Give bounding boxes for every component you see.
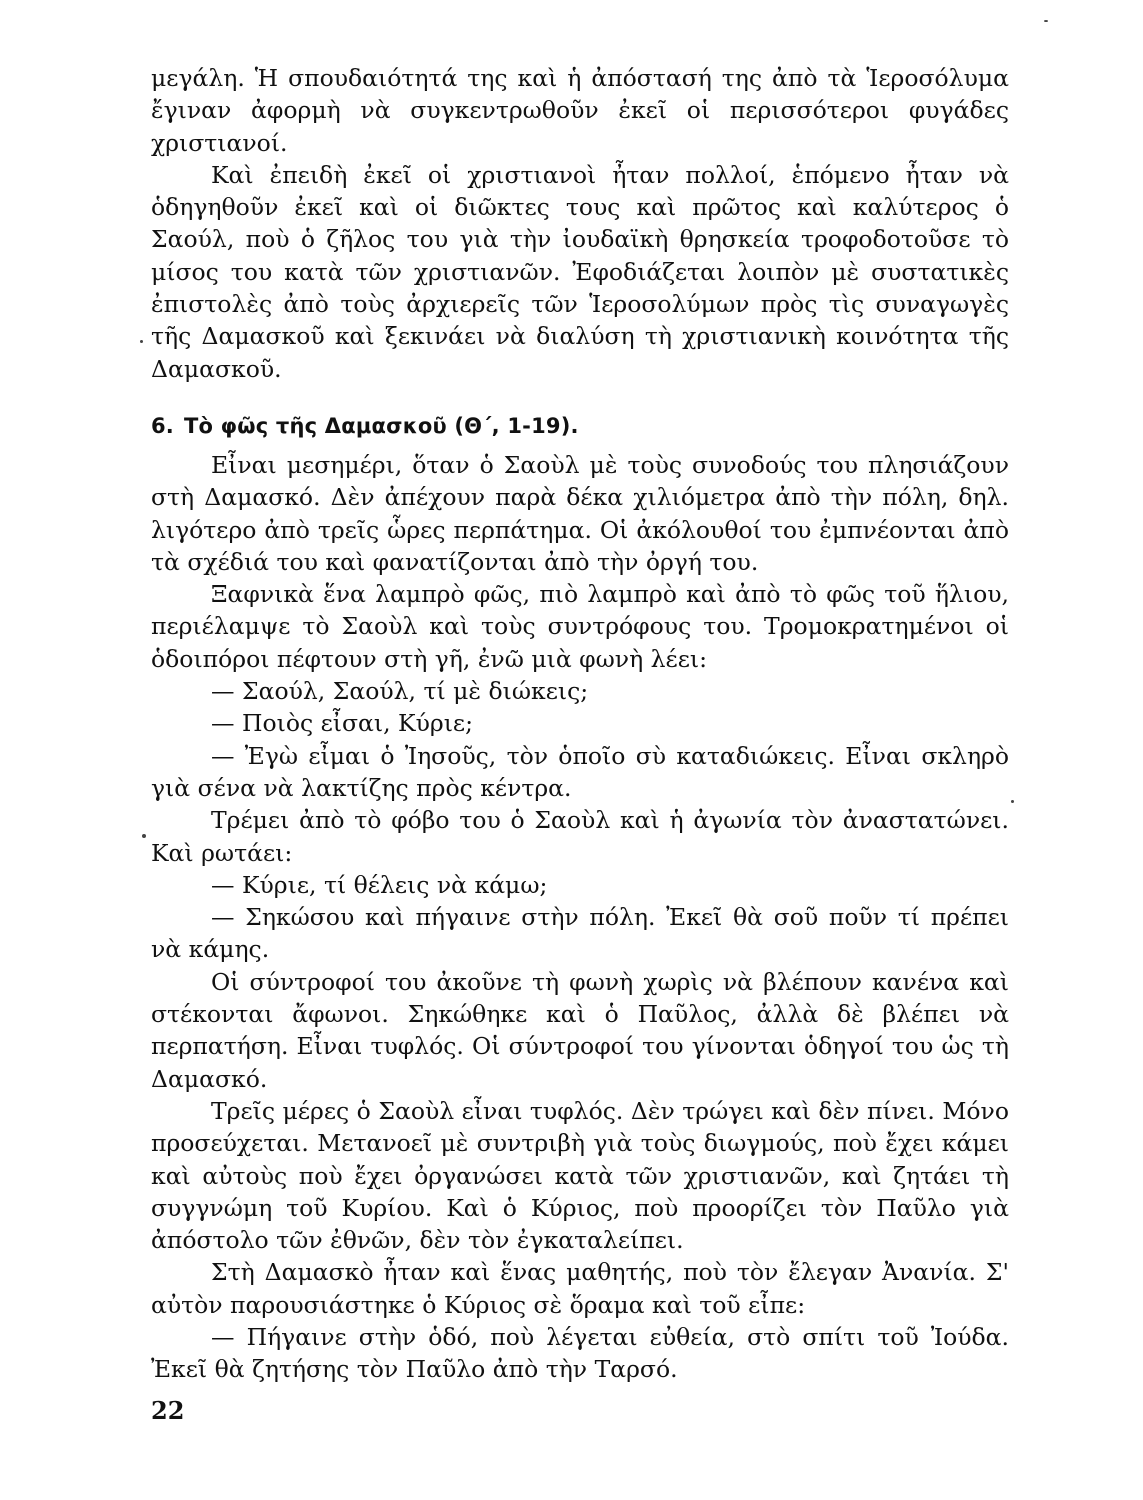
section-title: Τὸ φῶς τῆς Δαμασκοῦ (Θ΄, 1-19). [184,413,579,438]
scan-speck [1044,20,1048,22]
paragraph-light: Ξαφνικὰ ἕνα λαμπρὸ φῶς, πιὸ λαμπρὸ καὶ ἀπὸ τὸ φῶς τοῦ ἥλιου, περιέλαμψε τὸ Σαοὺλ καὶ τοὺς συντρόφους του. Τρομοκρατημένοι οἱ ὁδοιπόροι πέφτουν στὴ γῆ, ἐνῶ μιὰ φωνὴ λέει: [151,580,1009,673]
section-gap [151,385,1009,411]
paragraph-ananias: Στὴ Δαμασκὸ ἦταν καὶ ἕνας μαθητής, ποὺ τὸν ἔλεγαν Ἀνανία. Σ' αὐτὸν παρουσιάστηκε ὁ Κύριος σὲ ὅραμα καὶ τοῦ εἶπε: [151,1258,1009,1319]
dialogue-line: — Πήγαινε στὴν ὁδό, ποὺ λέγεται εὐθεία, στὸ σπίτι τοῦ Ἰούδα. Ἐκεῖ θὰ ζητήσης τὸν Παῦλο ἀπὸ τὴν Ταρσό. [151,1322,1009,1384]
scan-speck [140,340,143,343]
dialogue-line: — Ἐγὼ εἶμαι ὁ Ἰησοῦς, τὸν ὁποῖο σὺ καταδιώκεις. Εἶναι σκληρὸ γιὰ σένα νὰ λακτίζης πρὸς κέντρα. [151,741,1009,802]
dialogue-line: — Σαούλ, Σαούλ, τί μὲ διώκεις; [211,677,589,706]
dialogue-line: — Κύριε, τί θέλεις νὰ κάμω; [211,870,548,899]
scan-speck [1011,800,1014,803]
dialogue-line: — Ποιὸς εἶσαι, Κύριε; [211,709,474,738]
paragraph-trembling: Τρέμει ἀπὸ τὸ φόβο του ὁ Σαοὺλ καὶ ἡ ἀγωνία τὸν ἀναστατώνει. Καὶ ρωτάει: [151,806,1009,867]
book-page-text [151,62,1009,1442]
scan-speck [142,834,146,838]
paragraph-noon: Εἶναι μεσημέρι, ὅταν ὁ Σαοὺλ μὲ τοὺς συνοδούς του πλησιάζουν στὴ Δαμασκό. Δὲν ἀπέχουν παρὰ δέκα χιλιόμετρα ἀπὸ τὴν πόλη, δηλ. λιγότερο ἀπὸ τρεῖς ὧρες περπάτημα. Οἱ ἀκόλουθοί του ἐμπνέονται ἀπὸ τὰ σχέδιά του καὶ φανατίζονται ἀπὸ τὴν ὀργή του. [151,450,1009,576]
page-number: 22 [151,1396,185,1425]
paragraph-three-days: Τρεῖς μέρες ὁ Σαοὺλ εἶναι τυφλός. Δὲν τρώγει καὶ δὲν πίνει. Μόνο προσεύχεται. Μετανοεῖ μὲ συντριβὴ γιὰ τοὺς διωγμούς, ποὺ ἔχει κάμει καὶ αὐτοὺς ποὺ ἔχει ὀργανώσει κατὰ τῶν χριστιανῶν, καὶ ζητάει τὴ συγγνώμη τοῦ Κυρίου. Καὶ ὁ Κύριος, ποὺ προορίζει τὸν Παῦλο γιὰ ἀπόστολο τῶν ἐθνῶν, δὲν τὸν ἐγκαταλείπει. [151,1096,1009,1255]
dialogue-line: — Σηκώσου καὶ πήγαινε στὴν πόλη. Ἐκεῖ θὰ σοῦ ποῦν τί πρέπει νὰ κάμης. [151,903,1009,964]
paragraph-companions: Οἱ σύντροφοί του ἀκοῦνε τὴ φωνὴ χωρὶς νὰ βλέπουν κανένα καὶ στέκονται ἄφωνοι. Σηκώθηκε καὶ ὁ Παῦλος, ἀλλὰ δὲ βλέπει νὰ περπατήση. Εἶναι τυφλός. Οἱ σύντροφοί του γίνονται ὁδηγοί του ὡς τὴ Δαμασκό. [151,967,1009,1093]
section-heading [151,411,1009,441]
section-number: 6. [151,413,174,438]
paragraph-continuation: μεγάλη. Ἡ σπουδαιότητά της καὶ ἡ ἀπόστασή της ἀπὸ τὰ Ἱεροσόλυμα ἔγιναν ἀφορμὴ νὰ συγκεντρωθοῦν ἐκεῖ οἱ περισσότεροι φυγάδες χριστιανοί. [151,64,1009,157]
paragraph-persecutors: Καὶ ἐπειδὴ ἐκεῖ οἱ χριστιανοὶ ἦταν πολλοί, ἑπόμενο ἦταν νὰ ὁδηγηθοῦν ἐκεῖ καὶ οἱ διῶκτες τους καὶ πρῶτος καὶ καλύτερος ὁ Σαούλ, ποὺ ὁ ζῆλος του γιὰ τὴν ἰουδαϊκὴ θρησκεία τροφοδοτοῦσε τὸ μίσος του κατὰ τῶν χριστιανῶν. Ἐφοδιάζεται λοιπὸν μὲ συστατικὲς ἐπιστολὲς ἀπὸ τοὺς ἀρχιερεῖς τῶν Ἱεροσολύμων πρὸς τὶς συναγωγὲς τῆς Δαμασκοῦ καὶ ξεκινάει νὰ διαλύση τὴ χριστιανικὴ κοινότητα τῆς Δαμασκοῦ. [151,160,1009,383]
